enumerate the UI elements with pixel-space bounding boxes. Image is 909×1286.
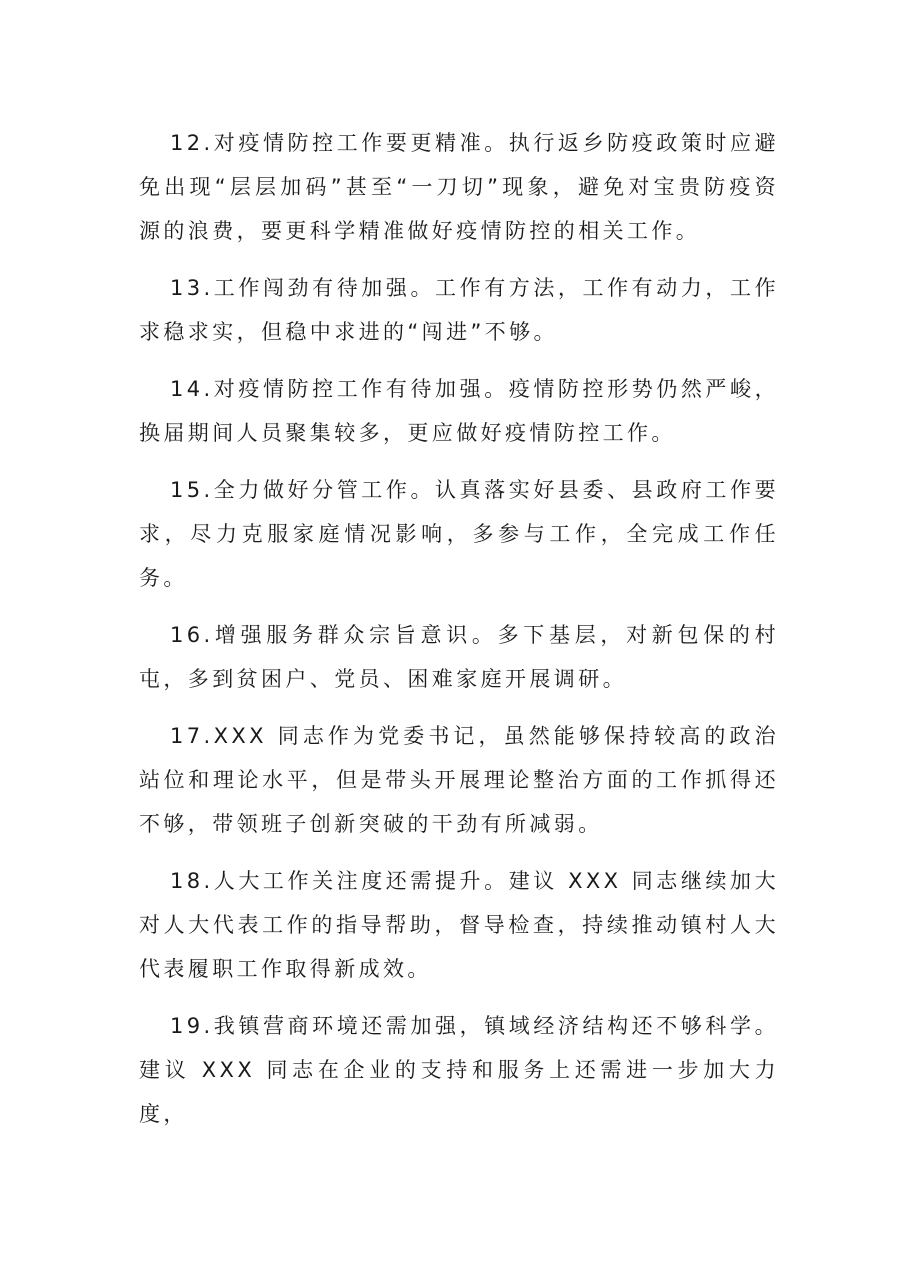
document-body [139,121,779,1149]
paragraph-16: 16.增强服务群众宗旨意识。多下基层，对新包保的村屯，多到贫困户、党员、困难家庭开展调研。 [139,623,779,691]
paragraph-12: 12.对疫情防控工作要更精准。执行返乡防疫政策时应避免出现“层层加码”甚至“一刀切”现象，避免对宝贵防疫资源的浪费，要更科学精准做好疫情防控的相关工作。 [139,131,779,243]
paragraph-17: 17.XXX 同志作为党委书记，虽然能够保持较高的政治站位和理论水平，但是带头开展理论整治方面的工作抓得还不够，带领班子创新突破的干劲有所减弱。 [139,724,779,836]
paragraph-18: 18.人大工作关注度还需提升。建议 XXX 同志继续加大对人大代表工作的指导帮助，督导检查，持续推动镇村人大代表履职工作取得新成效。 [139,869,779,981]
paragraph-13: 13.工作闯劲有待加强。工作有方法，工作有动力，工作求稳求实，但稳中求进的“闯进”不够。 [139,276,779,344]
paragraph-15: 15.全力做好分管工作。认真落实好县委、县政府工作要求，尽力克服家庭情况影响，多参与工作，全完成工作任务。 [139,478,779,590]
paragraph-19: 19.我镇营商环境还需加强，镇域经济结构还不够科学。建议 XXX 同志在企业的支持和服务上还需进一步加大力度， [139,1014,779,1126]
paragraph-14: 14.对疫情防控工作有待加强。疫情防控形势仍然严峻，换届期间人员聚集较多，更应做好疫情防控工作。 [139,377,779,445]
